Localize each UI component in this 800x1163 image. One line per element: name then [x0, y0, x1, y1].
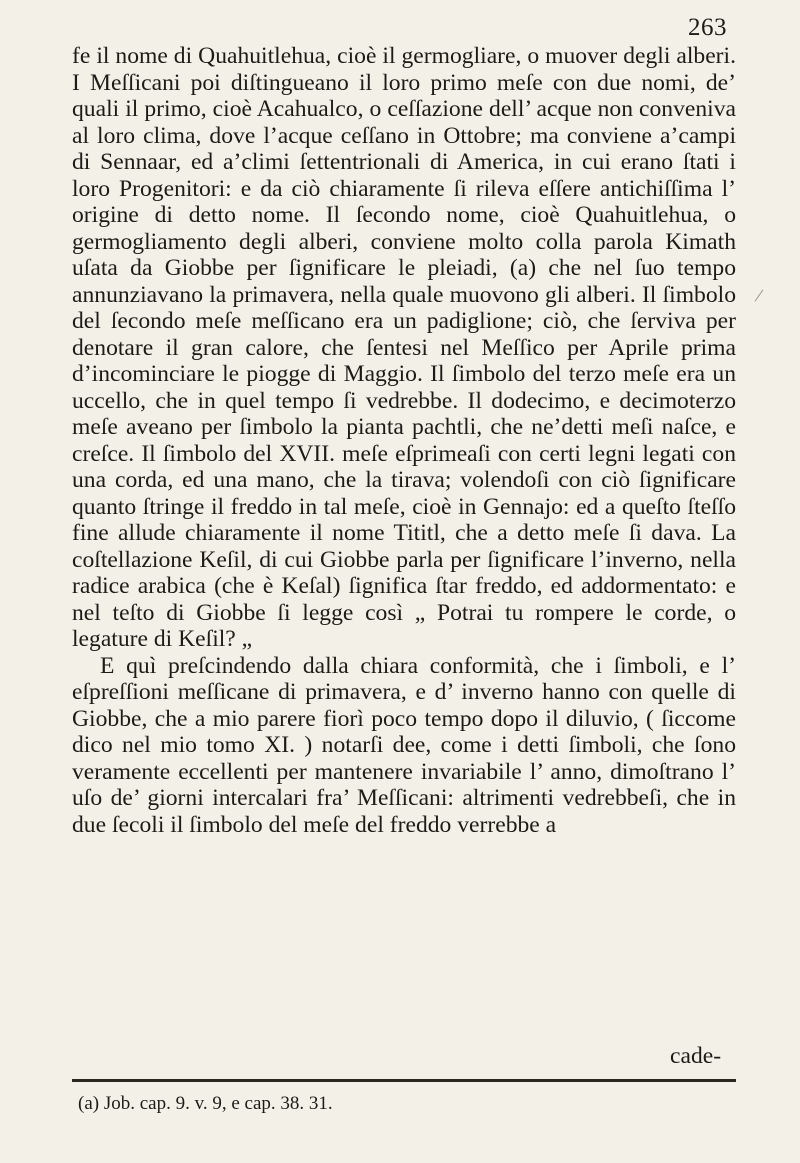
footnote: (a) Job. cap. 9. v. 9, e cap. 38. 31.	[78, 1093, 333, 1114]
catch-word: cade-	[670, 1043, 722, 1069]
margin-mark	[755, 289, 764, 301]
page-number: 263	[688, 14, 727, 41]
paragraph-1: fe il nome di Quahuitlehua, cioè il germogliare, o muover degli alberi. I Meſſicani poi diſtingueano il loro primo meſe con due nomi, de’ quali il primo, cioè Acahualco, o ceſſazione dell’ acque non conveniva al loro clima, dove l’acque ceſſano in Ottobre; ma conviene a’campi di Sennaar, ed a’climi ſettentrionali di America, in cui erano ſtati i loro Progenitori: e da ciò chiaramente ſi rileva eſſere antichiſſima l’ origine di detto nome. Il ſecondo nome, cioè Quahuitlehua, o germogliamento degli alberi, conviene molto colla parola Kimath uſata da Giobbe per ſignificare le pleiadi, (a) che nel ſuo tempo annunziavano la primavera, nella quale muovono gli alberi. Il ſimbolo del ſecondo meſe meſſicano era un padiglione; ciò, che ſerviva per denotare il gran calore, che ſentesi nel Meſſico per Aprile prima d’incominciare le piogge di Maggio. Il ſimbolo del terzo meſe era un uccello, che in quel tempo ſi vedrebbe. Il dodecimo, e decimoterzo meſe aveano per ſimbolo la pianta pachtli, che ne’detti meſi naſce, e creſce. Il ſimbolo del XVII. meſe eſprimeaſi con certi legni legati con una corda, ed una mano, che la tirava; volendoſi con ciò ſignificare quanto ſtringe il freddo in tal meſe, cioè in Gennajo: ed a queſto ſteſſo fine allude chiaramente il nome Tititl, che a detto meſe ſi dava. La coſtellazione Keſil, di cui Giobbe parla per ſignificare l’inverno, nella radice arabica (che è Keſal) ſignifica ſtar freddo, ed addormentato: e nel teſto di Giobbe ſi legge così „ Potrai tu rompere le corde, o legature di Keſil? „	[72, 43, 736, 652]
paragraph-2: E quì preſcindendo dalla chiara conformità, che i ſimboli, e l’ eſpreſſioni meſſicane di primavera, e d’ inverno hanno con quelle di Giobbe, che a mio parere fiorì poco tempo dopo il diluvio, ( ſiccome dico nel mio tomo XI. ) notarſi dee, come i detti ſimboli, che ſono veramente eccellenti per mantenere invariabile l’ anno, dimoſtrano l’ uſo de’ giorni intercalari fra’ Meſſicani: altrimenti vedrebbeſi, che in due ſecoli il ſimbolo del meſe del freddo verrebbe a	[72, 652, 736, 838]
body-text	[72, 43, 736, 838]
footnote-rule	[72, 1079, 736, 1082]
